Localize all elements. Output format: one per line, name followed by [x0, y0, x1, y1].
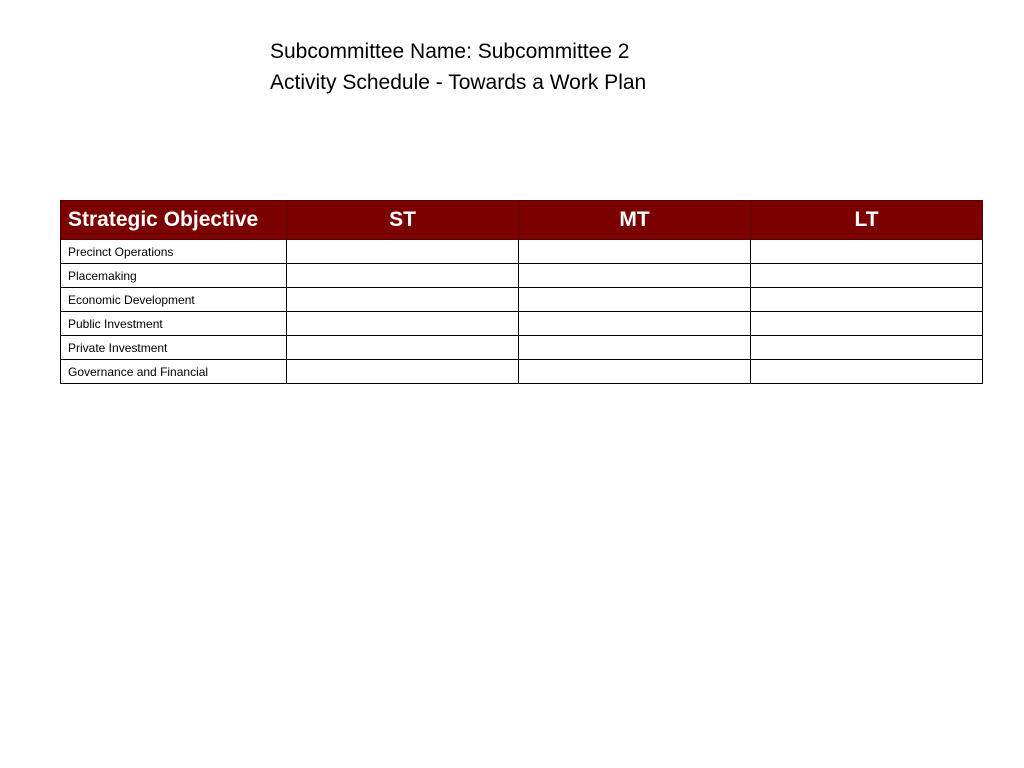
table-row [61, 312, 983, 336]
st-cell[interactable] [287, 264, 519, 288]
objective-cell: Placemaking [61, 264, 287, 288]
lt-cell[interactable] [751, 264, 983, 288]
column-header-lt: LT [751, 201, 983, 240]
table-row [61, 336, 983, 360]
subcommittee-name: Subcommittee Name: Subcommittee 2 [270, 40, 630, 63]
column-header-mt: MT [519, 201, 751, 240]
table-row [61, 264, 983, 288]
objective-cell: Governance and Financial [61, 360, 287, 384]
column-header-strategic-objective: Strategic Objective [61, 201, 287, 240]
table-row [61, 288, 983, 312]
mt-cell[interactable] [519, 264, 751, 288]
table-row [61, 240, 983, 264]
mt-cell[interactable] [519, 360, 751, 384]
lt-cell[interactable] [751, 240, 983, 264]
column-header-st: ST [287, 201, 519, 240]
objective-cell: Public Investment [61, 312, 287, 336]
objective-cell: Precinct Operations [61, 240, 287, 264]
mt-cell[interactable] [519, 336, 751, 360]
lt-cell[interactable] [751, 288, 983, 312]
table-row [61, 360, 983, 384]
table-header-row [61, 201, 983, 240]
schedule-title: Activity Schedule - Towards a Work Plan [270, 71, 647, 94]
objective-cell: Economic Development [61, 288, 287, 312]
mt-cell[interactable] [519, 288, 751, 312]
st-cell[interactable] [287, 312, 519, 336]
activity-schedule-table [60, 200, 983, 384]
mt-cell[interactable] [519, 312, 751, 336]
objective-cell: Private Investment [61, 336, 287, 360]
lt-cell[interactable] [751, 336, 983, 360]
st-cell[interactable] [287, 288, 519, 312]
lt-cell[interactable] [751, 312, 983, 336]
mt-cell[interactable] [519, 240, 751, 264]
lt-cell[interactable] [751, 360, 983, 384]
st-cell[interactable] [287, 336, 519, 360]
st-cell[interactable] [287, 240, 519, 264]
title-block [270, 36, 646, 98]
st-cell[interactable] [287, 360, 519, 384]
